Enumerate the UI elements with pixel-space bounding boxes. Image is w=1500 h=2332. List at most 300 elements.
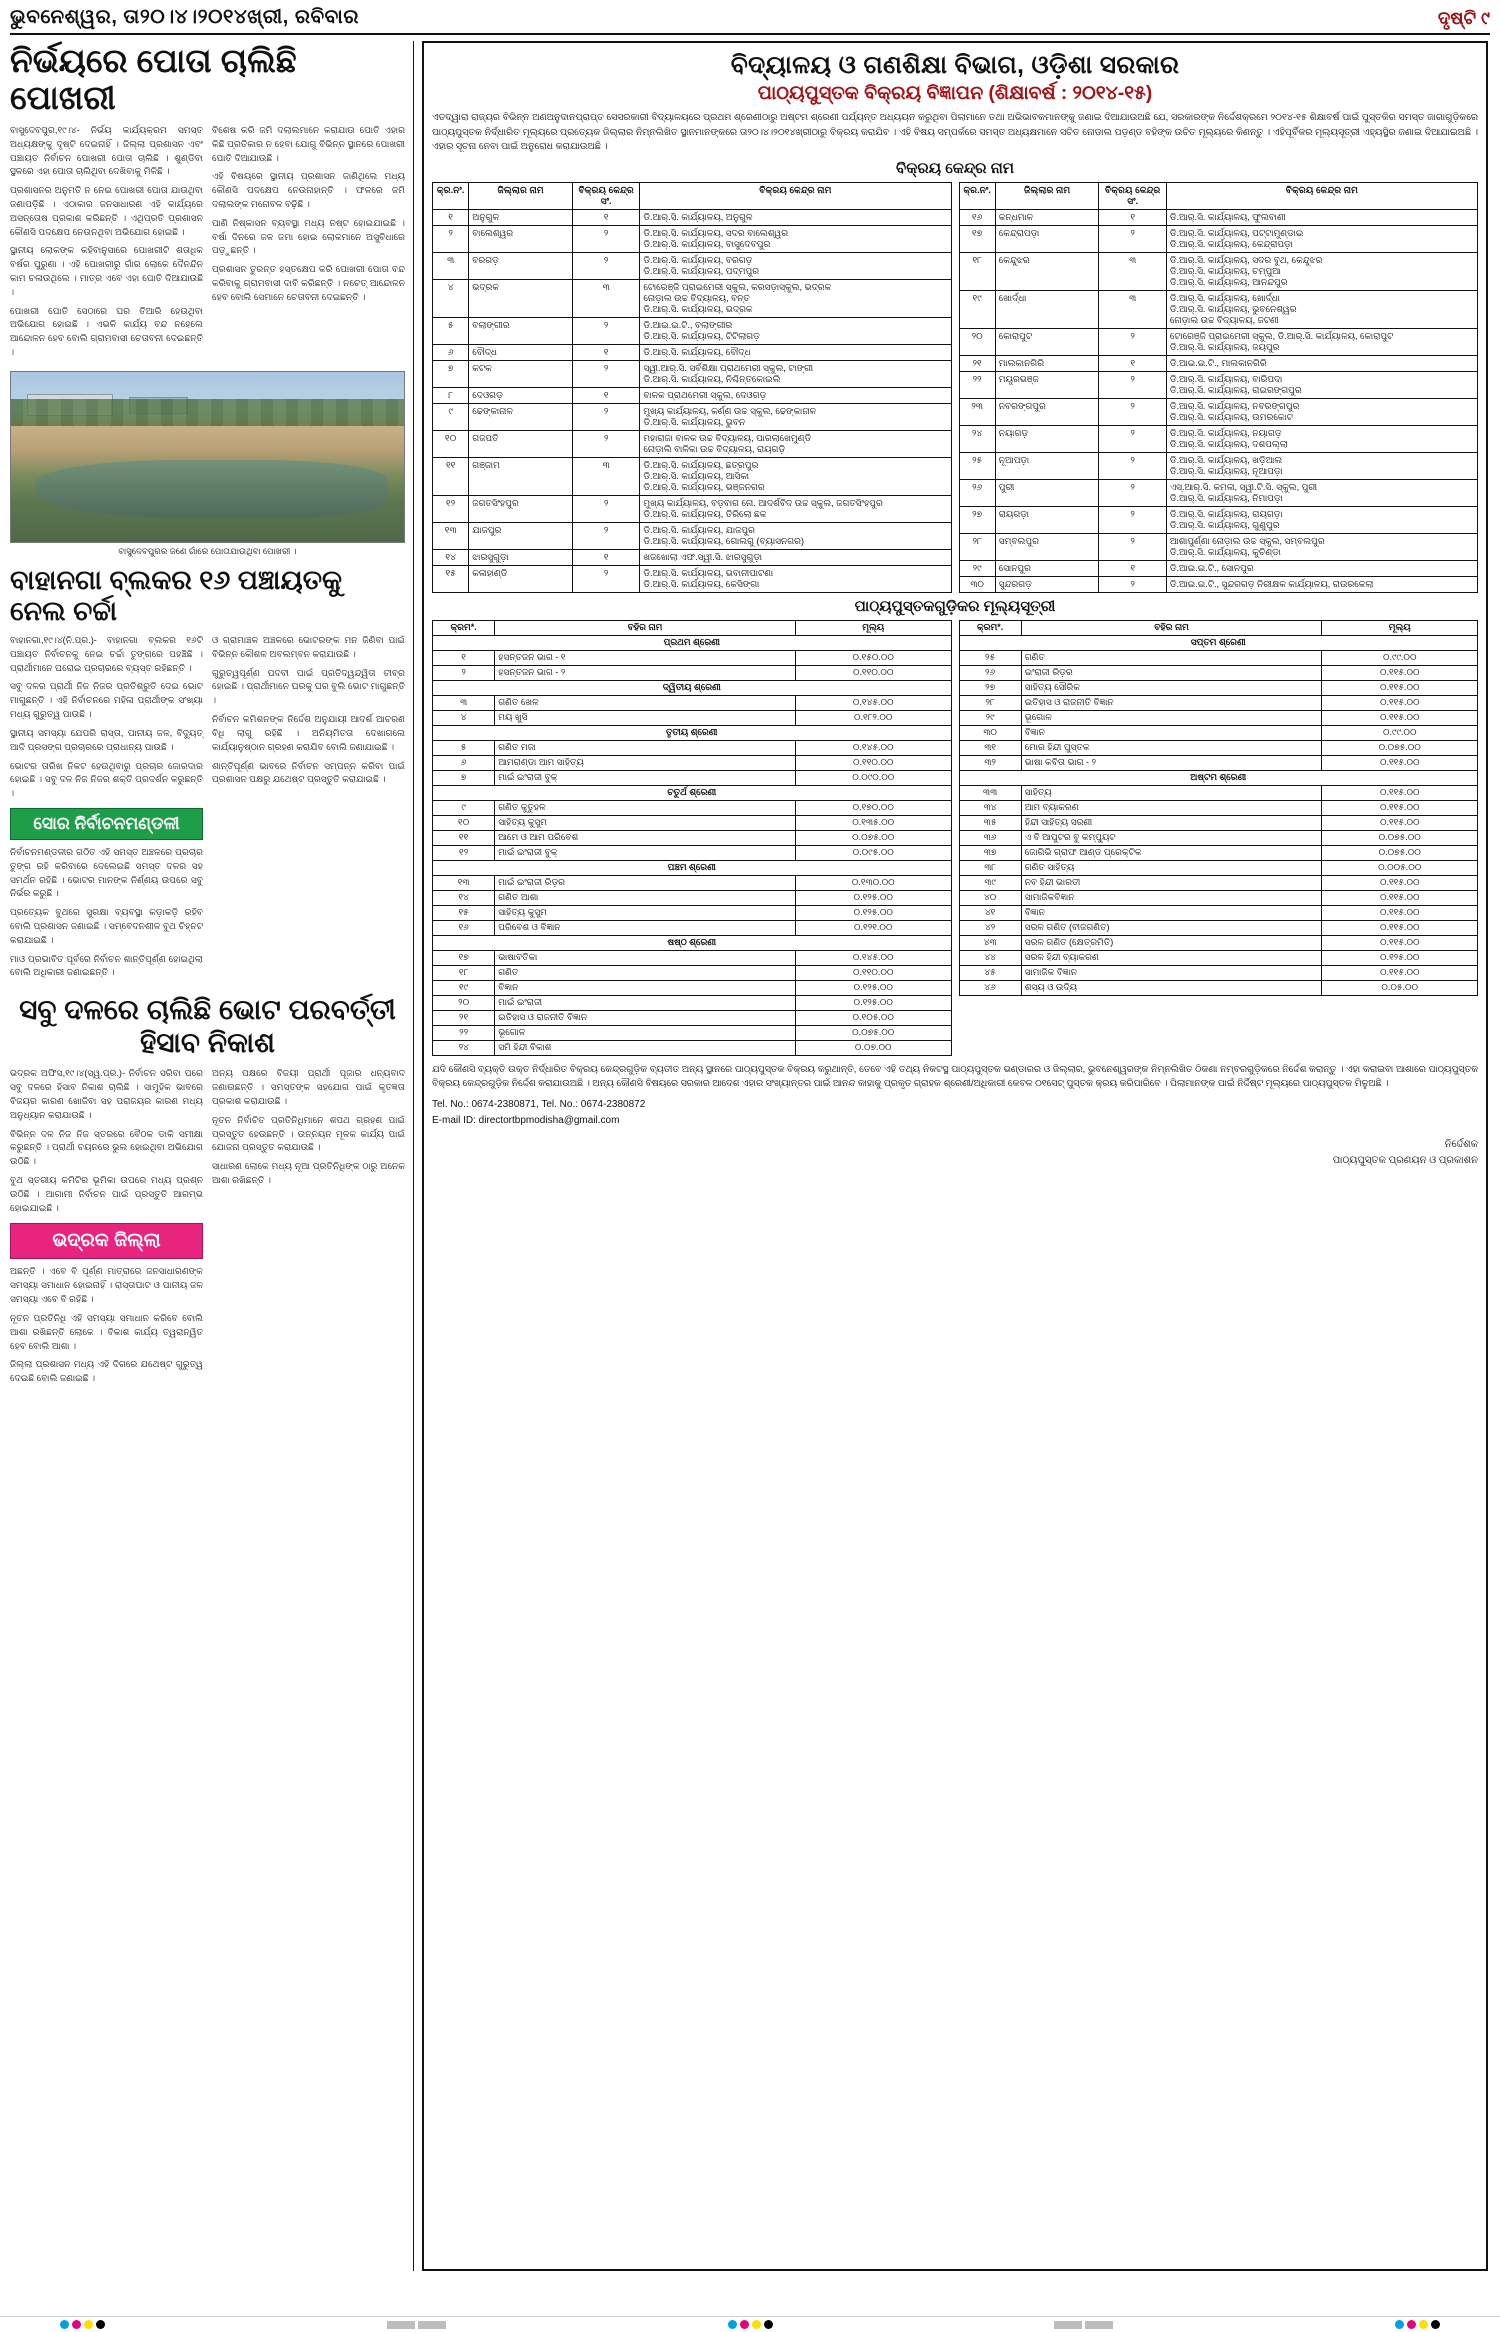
grade-heading-row bbox=[433, 725, 952, 740]
cell-sl: ୬ bbox=[433, 344, 469, 360]
cell-sl: ୧୫ bbox=[433, 905, 495, 920]
masthead-date: ଭୁବନେଶ୍ୱର, ତା୨୦।୪।୨୦୧୪ଖ୍ରୀ, ରବିବାର bbox=[10, 6, 360, 28]
cell-sl: ୨୨ bbox=[433, 1025, 495, 1040]
table-row bbox=[433, 549, 952, 565]
paragraph: ଜିଲ୍ଲା ପ୍ରଶାସନ ମଧ୍ୟ ଏହି ଦିଗରେ ଯଥେଷ୍ଟ ଗୁରୁତ୍ୱ ଦେଇଛି ବୋଲି ଜଣାଇଛି । bbox=[10, 1359, 203, 1384]
cell-sl: ୪୦ bbox=[959, 890, 1021, 905]
cell-book-name: ମାଇଁ ଇଂରାଜୀ bbox=[495, 995, 796, 1010]
registration-bar-grey bbox=[1085, 2321, 1113, 2329]
table-row bbox=[959, 785, 1478, 800]
cell-centre-name: ଡି.ଆର୍.ସି. କାର୍ଯ୍ୟାଳୟ, ଫୁଲବାଣୀ bbox=[1166, 209, 1477, 225]
paragraph: ପାଣି ନିଷ୍କାସନ ବ୍ୟବସ୍ଥା ମଧ୍ୟ ନଷ୍ଟ ହୋଇଯାଇଛି । ବର୍ଷା ଦିନରେ ଜଳ ଜମା ହୋଇ ଲୋକମାନେ ଅସୁବିଧାରେ ପଡ଼ୁଛନ୍ତି । bbox=[212, 217, 405, 256]
photo-treeline bbox=[11, 399, 404, 426]
cell-centre-name: ଡି.ଆର୍.ସି. କାର୍ଯ୍ୟାଳୟ, ବରଗଡ଼ ଡି.ଆର୍.ସି. କାର୍ଯ୍ୟାଳୟ, ପଦ୍ମପୁର bbox=[640, 252, 951, 279]
paragraph: ଶାନ୍ତିପୂର୍ଣ୍ଣ ଭାବରେ ନିର୍ବାଚନ ସମ୍ପନ୍ନ କରିବା ପାଇଁ ପ୍ରଶାସନ ପକ୍ଷରୁ ଯଥେଷ୍ଟ ପ୍ରସ୍ତୁତି କରାଯାଇଛି । bbox=[212, 760, 405, 785]
paragraph: ବିଶେଷ କରି ଜମି ଦଲାଲମାନେ କରାଯାଉ ପୋତି ଏହାର କିଛି ପ୍ରତିକାର ନ ହେବା ଯୋଗୁ ବିଭିନ୍ନ ସ୍ଥାନରେ ପୋଖରୀ ପୋତି ଦିଆଯାଉଛି । bbox=[212, 124, 405, 163]
cell-book-name: ଭୂଗୋଳ bbox=[1021, 710, 1322, 725]
cell-price: ୦.୧୧୫.୦୦ bbox=[1322, 905, 1478, 920]
col-header-centre-name: ବିକ୍ରୟ କେନ୍ଦ୍ର ନାମ bbox=[1166, 182, 1477, 209]
cell-centre-count: ୨ bbox=[1099, 506, 1166, 533]
table-row bbox=[433, 403, 952, 430]
cell-sl: ୧ bbox=[433, 650, 495, 665]
cell-price: ୦.୯୯.୦୦ bbox=[1322, 725, 1478, 740]
cell-price: ୦.୧୨୧.୦୦ bbox=[795, 920, 951, 935]
cell-district: କଟକ bbox=[469, 360, 573, 387]
cell-book-name: ଭାଷାବତିକା bbox=[495, 950, 796, 965]
table-row bbox=[959, 920, 1478, 935]
cell-centre-name: ଡି.ଆଇ.ଇ.ଟି., ମାଲକାନଗିରି bbox=[1166, 355, 1477, 371]
cell-centre-count: ୨ bbox=[572, 317, 639, 344]
masthead-page-number: ଦୃଷ୍ଟି ୯ bbox=[1437, 8, 1490, 28]
cell-book-name: ଇତିହାସ ଓ ରାଜନୀତି ବିଜ୍ଞାନ bbox=[1021, 695, 1322, 710]
cell-sl: ୨୮ bbox=[959, 533, 995, 560]
paragraph: ନିର୍ବାଚନ କମିଶନଙ୍କ ନିର୍ଦ୍ଦେଶ ଅନୁଯାୟୀ ଆଦର୍ଶ ଆଚରଣ ବିଧି ଲାଗୁ ରହିଛି । ଅନିୟମିତତା ଦେଖାଗଲେ କାର୍ଯ୍ୟାନୁଷ୍ଠାନ ଗ୍ରହଣ କରାଯିବ ବୋଲି ଜଣାଯାଇଛି । bbox=[212, 714, 405, 752]
table-row bbox=[433, 905, 952, 920]
cell-book-name: ସାମାଜିକବିଜ୍ଞାନ bbox=[1021, 890, 1322, 905]
col-header-district: ଜିଲ୍ଲାର ନାମ bbox=[469, 182, 573, 209]
contact-telephone: Tel. No.: 0674-2380871, Tel. No.: 0674-2380872 bbox=[432, 1098, 646, 1110]
cell-district: କେନ୍ଦୁଝର bbox=[995, 252, 1099, 290]
cell-sl: ୧୭ bbox=[433, 950, 495, 965]
cell-price: ୦.୧୧୫.୦୦ bbox=[1322, 695, 1478, 710]
table-header-row bbox=[433, 182, 952, 209]
cell-district: ଝାରସୁଗୁଡ଼ା bbox=[469, 549, 573, 565]
cell-centre-name: ଡି.ଆର୍.ସି. କାର୍ଯ୍ୟାଳୟ, ଭବାନୀପାଟଣା ଡି.ଆର୍.ସି. କାର୍ଯ୍ୟାଳୟ, କେସିଙ୍ଗା bbox=[640, 565, 951, 592]
cell-sl: ୧୬ bbox=[433, 920, 495, 935]
cell-centre-name: ଡି.ଆର୍.ସି. କାର୍ଯ୍ୟାଳୟ, ଅନୁଗୁଳ bbox=[640, 209, 951, 225]
cell-centre-count: ୩ bbox=[572, 457, 639, 495]
cell-centre-name: ଏସ୍.ଆର୍.ସି. କମଳା, ସ୍ୱୀ.ଟି.ସି. ସ୍କୁଲ, ପୁରୀ ଡି.ଆର୍.ସି. କାର୍ଯ୍ୟାଳୟ, ନିମାପଡ଼ା bbox=[1166, 479, 1477, 506]
table-row bbox=[433, 225, 952, 252]
ad-footer-note: ଯଦି କୌଣସି ବ୍ୟକ୍ତି ଉକ୍ତ ନିର୍ଦ୍ଧାରିତ ବିକ୍ରୟ କେନ୍ଦ୍ରଗୁଡ଼ିକ ବ୍ୟତୀତ ଅନ୍ୟ ସ୍ଥାନରେ ପାଠ୍ୟପୁସ୍ତକ ବିକ୍ରୟ କରୁଥାନ୍ତି, ତେବେ ଏହି ତଥ୍ୟ ନିକଟସ୍ଥ ପାଠ୍ୟପୁସ୍ତକ ଭଣ୍ଡାରର ଓ ଜିଲ୍ଲାର, ଭୁବନେଶ୍ୱରଙ୍କ ନିମ୍ନଲିଖିତ ଠିକଣା ନମ୍ବରଗୁଡ଼ିକରେ ନିର୍ଦ୍ଦେଶ କରାନ୍ତୁ । ଏହା କରାଇବା ଆଶାରେ ପାଠ୍ୟପୁସ୍ତକ ବିକ୍ରୟ କେନ୍ଦ୍ରଗୁଡ଼ିକ ନିର୍ଦ୍ଦେଶ କରାଯାଉଅଛି । ଅନ୍ୟ କୌଣସି ବିଷୟରେ ସରକାର ଆଦେଶ ଏହାର ସଂଖ୍ୟାନ୍ତର ପାଇଁ ଆନନ୍ଦ କାହାକୁ ପ୍ରକୃତ ଗ୍ରାହକ ଶ୍ରେଣୀ/ଅଧିକାରୀ କେବଳ ୦୧ସେଟ୍ ପୁସ୍ତକ କ୍ରୟ କରିପାରିବେ । ପିଲାମାନଙ୍କ ପାଇଁ ନିର୍ଦ୍ଦିଷ୍ଟ ମୂଲ୍ୟରେ ପାଠ୍ୟପୁସ୍ତକ ମିଳୁଅଛି । bbox=[432, 1063, 1478, 1089]
cell-centre-name: ଡି.ଆଇ.ଇ.ଟି., ସୁନ୍ଦରଗଡ଼ ନିରୀକ୍ଷକ କାର୍ଯ୍ୟାଳୟ, ରାଉରକେଲା bbox=[1166, 576, 1477, 592]
cell-price: ୦.୧୧୦.୦୦ bbox=[795, 965, 951, 980]
table-row bbox=[433, 800, 952, 815]
cell-district: କଳାହାଣ୍ଡି bbox=[469, 565, 573, 592]
cell-centre-count: ୩ bbox=[1099, 290, 1166, 328]
cell-price: ୦.୧୪୫.୦୦ bbox=[795, 740, 951, 755]
cell-sl: ୨୧ bbox=[959, 355, 995, 371]
table-row bbox=[959, 860, 1478, 875]
cell-sl: ୪୨ bbox=[959, 920, 1021, 935]
table-row bbox=[433, 495, 952, 522]
cell-district: କୋରାପୁଟ bbox=[995, 328, 1099, 355]
contact-email[interactable]: E-mail ID: directortbpmodisha@gmail.com bbox=[432, 1114, 620, 1126]
cell-price: ୦.୧୩୦.୦୦ bbox=[795, 875, 951, 890]
cell-sl: ୪୧ bbox=[959, 905, 1021, 920]
cell-centre-name: ଡି.ଆର୍.ସି. କାର୍ଯ୍ୟାଳୟ, ବୌଦ୍ଧ bbox=[640, 344, 951, 360]
cell-sl: ୧୫ bbox=[433, 565, 469, 592]
cell-book-name: ଇତିହାସ ଓ ରାଜନୀତି ବିଜ୍ଞାନ bbox=[495, 1010, 796, 1025]
story1-photo bbox=[10, 371, 405, 543]
cell-centre-count: ୨ bbox=[1099, 398, 1166, 425]
table-row bbox=[959, 755, 1478, 770]
cell-centre-count: ୧ bbox=[1099, 355, 1166, 371]
cell-sl: ୨୯ bbox=[959, 560, 995, 576]
cell-sl: ୪୪ bbox=[959, 950, 1021, 965]
cell-centre-count: ୩ bbox=[572, 279, 639, 317]
cell-price: ୦.୦୯୦.୦୦ bbox=[795, 770, 951, 785]
cell-centre-count: ୨ bbox=[572, 430, 639, 457]
cell-centre-count: ୧ bbox=[572, 387, 639, 403]
cell-price: ୦.୧୨୫.୦୦ bbox=[795, 905, 951, 920]
cell-book-name: ଗଣିତ ମଜା bbox=[495, 740, 796, 755]
cell-district: ନବରଙ୍ଗପୁର bbox=[995, 398, 1099, 425]
cell-centre-name: ଡି.ଆର୍.ସି. କାର୍ଯ୍ୟାଳୟ, ଯାଜପୁର ଡି.ଆର୍.ସି. କାର୍ଯ୍ୟାଳୟ, ଗୋଲଗୁ (ବ୍ୟାସନଗର) bbox=[640, 522, 951, 549]
cell-sl: ୩୩ bbox=[959, 785, 1021, 800]
grade-label: ସପ୍ତମ ଶ୍ରେଣୀ bbox=[959, 635, 1478, 650]
table-row bbox=[959, 905, 1478, 920]
table-row bbox=[959, 533, 1478, 560]
cell-price: ୦.୧୧୫.୦୦ bbox=[1322, 680, 1478, 695]
paragraph: ନୂତନ ପ୍ରତିନିଧି ଏହି ସମସ୍ୟା ସମାଧାନ କରିବେ ବୋଲି ଆଶା ରଖିଛନ୍ତି ଲୋକେ । ବିକାଶ କାର୍ଯ୍ୟ ତ୍ୱରାନ୍ୱିତ ହେବ ବୋଲି ଆଶା । bbox=[10, 1312, 203, 1351]
cell-centre-count: ୧ bbox=[572, 344, 639, 360]
cell-book-name: ହସନ୍ତଜନ ଭାଗ - ୧ bbox=[495, 650, 796, 665]
cell-sl: ୨୮ bbox=[959, 695, 1021, 710]
table-row bbox=[959, 560, 1478, 576]
cell-district: ବଲାଙ୍ଗୀର bbox=[469, 317, 573, 344]
cell-centre-name: ଡି.ଆର୍.ସି. କାର୍ଯ୍ୟାଳୟ, ସଦର ବାଲେଶ୍ୱର ଡି.ଆର୍.ସି. କାର୍ଯ୍ୟାଳୟ, ବାସୁଦେବପୁର bbox=[640, 225, 951, 252]
cell-centre-count: ୧ bbox=[572, 209, 639, 225]
table-header-row bbox=[959, 182, 1478, 209]
table-row bbox=[959, 479, 1478, 506]
table-row bbox=[433, 317, 952, 344]
table-row bbox=[433, 565, 952, 592]
registration-bar-grey bbox=[418, 2321, 446, 2329]
cell-centre-name: ଡି.ଆର୍.ସି. କାର୍ଯ୍ୟାଳୟ, ଛତ୍ରପୁର ଡି.ଆର୍.ସି. କାର୍ଯ୍ୟାଳୟ, ଆସିକା ଡି.ଆର୍.ସି. କାର୍ଯ୍ୟାଳୟ, ଭଞ୍ଜନଗର bbox=[640, 457, 951, 495]
sales-centre-heading: ବିକ୍ରୟ କେନ୍ଦ୍ର ନାମ bbox=[896, 159, 1014, 177]
cell-price: ୦.୯୯.୦୦ bbox=[1322, 650, 1478, 665]
cell-price: ୦.୦୭୫.୦୦ bbox=[795, 830, 951, 845]
cell-price: ୦.୧୨୫.୦୦ bbox=[795, 995, 951, 1010]
cell-price: ୦.୧୧୫.୦୦ bbox=[1322, 965, 1478, 980]
cell-price: ୦.୦୭୫.୦୦ bbox=[1322, 845, 1478, 860]
ad-signoff bbox=[432, 1137, 1478, 1169]
table-row bbox=[433, 665, 952, 680]
cell-sl: ୧୩ bbox=[433, 522, 469, 549]
signoff-title: ନିର୍ଦ୍ଦେଶକ bbox=[1444, 1138, 1478, 1150]
table-row bbox=[959, 695, 1478, 710]
col-header-sl: କ୍ର.ନଂ. bbox=[433, 182, 469, 209]
table-row bbox=[433, 650, 952, 665]
cell-district: ଜଗତସିଂହପୁର bbox=[469, 495, 573, 522]
table-row bbox=[959, 665, 1478, 680]
paragraph: ମାଓ ପ୍ରଭାବିତ ପୂର୍ବରେ ନିର୍ବାଚନ ଶାନ୍ତିପୂର୍ଣ୍ଣ ହୋଇଥିଲା ବୋଲି ଅଧିକାରୀ ଜଣାଇଛନ୍ତି । bbox=[10, 953, 203, 978]
cell-book-name: ସରଳ ଗଣିତ (କ୍ଷେତ୍ରମିତି) bbox=[1021, 935, 1322, 950]
left-column bbox=[10, 41, 405, 2271]
story1-headline: ନିର୍ଭୟରେ ପୋତା ଚାଲିଛି ପୋଖରୀ bbox=[10, 42, 297, 116]
table-row bbox=[433, 965, 952, 980]
cell-sl: ୫ bbox=[433, 740, 495, 755]
cell-price: ୦.୧୧୫.୦୦ bbox=[1322, 920, 1478, 935]
table-row bbox=[959, 965, 1478, 980]
cell-centre-name: ଆଶାପୁର୍ଣ୍ଣା ନୋଡ଼ାଲ ଉଚ୍ଚ ସ୍କୁଲ, ସମ୍ବଲପୁର ଡି.ଆର୍.ସି. କାର୍ଯ୍ୟାଳୟ, କୁଚିଣ୍ଡା bbox=[1166, 533, 1477, 560]
table-row bbox=[959, 935, 1478, 950]
table-row bbox=[433, 845, 952, 860]
cell-price: ୦.୧୧୫.୦୦ bbox=[1322, 815, 1478, 830]
cell-district: କେନ୍ଦ୍ରାପଡ଼ା bbox=[995, 225, 1099, 252]
cell-district: ଭଦ୍ରକ bbox=[469, 279, 573, 317]
sales-centre-table-left bbox=[432, 182, 952, 593]
cell-book-name: ମୟ ଖୁସି bbox=[495, 710, 796, 725]
table-row bbox=[959, 650, 1478, 665]
cell-book-name: ମାଇଁ ଇଂରାଜୀ ରିଡ଼ର bbox=[495, 875, 796, 890]
table-header-row bbox=[959, 620, 1478, 635]
advertisement-box bbox=[422, 41, 1488, 2271]
cell-price: ୦.୧୨୫.୦୦ bbox=[1322, 950, 1478, 965]
cell-book-name: ସମି ହିନ୍ଦୀ ବିକାଶ bbox=[495, 1040, 796, 1055]
cell-price: ୦.୧୪୫.୦୦ bbox=[795, 695, 951, 710]
table-row bbox=[959, 328, 1478, 355]
cell-sl: ୧୧ bbox=[433, 457, 469, 495]
col-header-price: ମୂଲ୍ୟ bbox=[1322, 620, 1478, 635]
section-banner-bhadrak: ଭଦ୍ରକ ଜିଲ୍ଲା bbox=[10, 1223, 203, 1259]
cell-sl: ୫ bbox=[433, 317, 469, 344]
price-right-body bbox=[959, 635, 1478, 995]
cell-book-name: ଗଣିତ bbox=[495, 965, 796, 980]
ad-department-title: ବିଦ୍ୟାଳୟ ଓ ଗଣଶିକ୍ଷା ବିଭାଗ, ଓଡ଼ିଶା ସରକାର bbox=[730, 51, 1180, 79]
col-header-book: ବହିର ନାମ bbox=[1021, 620, 1322, 635]
table-row bbox=[433, 830, 952, 845]
cell-centre-name: ଡି.ଆର୍.ସି. କାର୍ଯ୍ୟାଳୟ, ନବରଙ୍ଗପୁର ଡି.ଆର୍.ସି. କାର୍ଯ୍ୟାଳୟ, ଉମରକୋଟ bbox=[1166, 398, 1477, 425]
table-row bbox=[959, 452, 1478, 479]
story2-col1 bbox=[10, 634, 203, 985]
table-row bbox=[959, 425, 1478, 452]
cell-centre-name: ବାଳକ ପ୍ରାଥମେରୀ ସ୍କୁଲ, ଦେଓଗଡ଼ bbox=[640, 387, 951, 403]
cell-book-name: ଜୋଗିଭି ଗ୍ରାଫ ଆଣ୍ଡ ପ୍ରେକ୍ଟିକ bbox=[1021, 845, 1322, 860]
table-row bbox=[959, 815, 1478, 830]
cell-sl: ୩୫ bbox=[959, 815, 1021, 830]
table-row bbox=[959, 890, 1478, 905]
cell-district: କନ୍ଧମାଳ bbox=[995, 209, 1099, 225]
cell-price: ୦.୧୦୫.୦୦ bbox=[795, 1010, 951, 1025]
cell-price: ୦.୧୧୫.୦୦ bbox=[1322, 665, 1478, 680]
paragraph: ଭୋଟର ତାରିଖ ନିକଟ ହେଉଥିବାରୁ ପ୍ରଚାର ଜୋରଦାର ହୋଇଛି । ସବୁ ଦଳ ନିଜ ନିଜର ଶକ୍ତି ପ୍ରଦର୍ଶନ କରୁଛନ୍ତି । bbox=[10, 760, 203, 799]
cell-district: ଗଞ୍ଜାମ bbox=[469, 457, 573, 495]
col-header-price: ମୂଲ୍ୟ bbox=[795, 620, 951, 635]
cell-book-name: ଆମ ବ୍ୟାକରଣ bbox=[1021, 800, 1322, 815]
table-row bbox=[433, 279, 952, 317]
paragraph: ପ୍ରତ୍ୟେକ ବୁଥରେ ସୁରକ୍ଷା ବ୍ୟବସ୍ଥା କଡ଼ାକଡ଼ି ରହିବ ବୋଲି ପ୍ରଶାସନ ଜଣାଇଛି । ସମ୍ବେଦନଶୀଳ ବୁଥ ଚିହ୍ନଟ କରାଯାଇଛି । bbox=[10, 907, 203, 945]
cell-centre-count: ୨ bbox=[1099, 533, 1166, 560]
cell-sl: ୨୬ bbox=[959, 479, 995, 506]
table-row bbox=[959, 800, 1478, 815]
cell-sl: ୪୫ bbox=[959, 965, 1021, 980]
price-list-heading: ପାଠ୍ୟପୁସ୍ତକଗୁଡ଼ିକର ମୂଲ୍ୟସୂତ୍ରୀ bbox=[854, 597, 1056, 615]
price-tables bbox=[432, 620, 1478, 1056]
cell-centre-count: ୨ bbox=[1099, 452, 1166, 479]
page-body bbox=[10, 41, 1490, 2271]
cell-sl: ୧୦ bbox=[433, 815, 495, 830]
table-row bbox=[959, 680, 1478, 695]
paragraph: ଭଦ୍ରକ ଅଫିସ,୧୯।୪(ସ୍ୱ.ପ୍ର.)- ନିର୍ବାଚନ ସରିବା ପରେ ସବୁ ଦଳରେ ହିସାବ ନିକାଶ ଚାଲିଛି । ସାମୁହିକ ଭାବରେ ବିଜୟର କାରଣ ଖୋଜିବା ସହ ପରାଜୟର କାରଣ ମଧ୍ୟ ଅନୁଧ୍ୟାନ କରାଯାଉଛି । bbox=[10, 1068, 203, 1120]
paragraph: ପ୍ରଶାସନ ତୁରନ୍ତ ହସ୍ତକ୍ଷେପ କରି ପୋଖରୀ ପୋତା ବନ୍ଦ କରିବାକୁ ଗ୍ରାମବାସୀ ଦାବି କରିଛନ୍ତି । ନଚେତ୍ ଆନ୍ଦୋଳନ ହେବ ବୋଲି ସେମାନେ ଚେତାବନୀ ଦେଇଛନ୍ତି । bbox=[212, 264, 405, 302]
cell-price: ୦.୧୫୦.୦୦ bbox=[795, 650, 951, 665]
sales-centre-tables bbox=[432, 182, 1478, 593]
cell-sl: ୩୪ bbox=[959, 800, 1021, 815]
cell-sl: ୧୨ bbox=[433, 495, 469, 522]
registration-bar-grey bbox=[1054, 2321, 1082, 2329]
section-banner-sora: ସୋର ନିର୍ବାଚନମଣ୍ଡଳୀ bbox=[10, 808, 203, 840]
cell-book-name: ସାହିତ୍ୟ କୁସୁମ bbox=[495, 815, 796, 830]
photo-pond bbox=[35, 460, 389, 518]
cell-centre-name: ଡି.ଆର୍.ସି. କାର୍ଯ୍ୟାଳୟ, ଖଡ଼ିଆଲ ଡି.ଆର୍.ସି. କାର୍ଯ୍ୟାଳୟ, ନୂଆପଡ଼ା bbox=[1166, 452, 1477, 479]
cell-sl: ୧୭ bbox=[959, 225, 995, 252]
cell-book-name: ଆମେ ଓ ଆମ ପରିବେଶ bbox=[495, 830, 796, 845]
registration-dot bbox=[1431, 2320, 1440, 2329]
cell-district: ସୁନ୍ଦରଗଡ଼ bbox=[995, 576, 1099, 592]
advertisement-column bbox=[413, 41, 1488, 2271]
grade-label: ଷଷ୍ଠ ଶ୍ରେଣୀ bbox=[433, 935, 952, 950]
grade-label: ଅଷ୍ଟମ ଶ୍ରେଣୀ bbox=[959, 770, 1478, 785]
grade-label: ପ୍ରଥମ ଶ୍ରେଣୀ bbox=[433, 635, 952, 650]
cell-price: ୦.୧୭୦.୦୦ bbox=[795, 800, 951, 815]
table-row bbox=[433, 344, 952, 360]
cell-sl: ୪ bbox=[433, 279, 469, 317]
table-row bbox=[959, 355, 1478, 371]
paragraph: ଅଛନ୍ତି । ଏବେ ବି ପୂର୍ଣ୍ଣ ମାତ୍ରାରେ ଜନସାଧାରଣଙ୍କ ସମସ୍ୟା ସମାଧାନ ହୋଇନାହିଁ । ରାସ୍ତାଘାଟ ଓ ପାନୀୟ ଜଳ ସମସ୍ୟା ଏବେ ବି ରହିଛି । bbox=[10, 1266, 203, 1305]
story2-col2 bbox=[212, 634, 405, 985]
cell-book-name: ଭୂଗୋଳ bbox=[495, 1025, 796, 1040]
paragraph: ଅନ୍ୟ ପକ୍ଷରେ ବିଜୟୀ ପ୍ରାର୍ଥୀ ପୂଜାର ଧନ୍ୟବାଦ ଜଣାଉଛନ୍ତି । ସମସ୍ତଙ୍କ ସହଯୋଗ ପାଇଁ କୃତଜ୍ଞତା ପ୍ରକାଶ କରାଯାଉଛି । bbox=[212, 1068, 405, 1106]
cell-centre-name: ଡି.ଆର୍.ସି. କାର୍ଯ୍ୟାଳୟ, ସଦର ବୁଥ, କେନ୍ଦୁଝର ଡି.ଆର୍.ସି. କାର୍ଯ୍ୟାଳୟ, ଚମ୍ପୁଆ ଡି.ଆର୍.ସି. କାର୍ଯ୍ୟାଳୟ, ଆନନ୍ଦପୁର bbox=[1166, 252, 1477, 290]
cell-price: ୦.୦୭୫.୦୦ bbox=[795, 1025, 951, 1040]
grade-heading-row bbox=[433, 785, 952, 800]
registration-dot bbox=[96, 2320, 105, 2329]
cell-district: ସମ୍ବଲପୁର bbox=[995, 533, 1099, 560]
cell-centre-count: ୨ bbox=[572, 225, 639, 252]
cell-book-name: ହିନ୍ଦୀ ସାହିତ୍ୟ ସରଣୀ bbox=[1021, 815, 1322, 830]
grade-heading-row bbox=[959, 770, 1478, 785]
cell-centre-count: ୨ bbox=[572, 522, 639, 549]
cell-sl: ୨୪ bbox=[959, 425, 995, 452]
cell-sl: ୪୩ bbox=[959, 935, 1021, 950]
cell-sl: ୩ bbox=[433, 695, 495, 710]
cell-price: ୦.୦୭.୦୦ bbox=[795, 1040, 951, 1055]
cell-price: ୦.୧୧୦.୦୦ bbox=[795, 665, 951, 680]
story3-col1 bbox=[10, 1067, 203, 1391]
grade-heading-row bbox=[433, 680, 952, 695]
cell-centre-name: ଡି.ଆର୍.ସି. କାର୍ଯ୍ୟାଳୟ, ବାରିପଦା ଡି.ଆର୍.ସି. କାର୍ଯ୍ୟାଳୟ, ରାଇରଙ୍ଗପୁର bbox=[1166, 371, 1477, 398]
cell-centre-name: ଖଜଖୋଲା ଏଫ.ସ୍ୱୀ.ସି. ଝାରସୁଗୁଡ଼ା bbox=[640, 549, 951, 565]
cell-book-name: ବିଜ୍ଞାନ bbox=[1021, 905, 1322, 920]
cell-sl: ୩୬ bbox=[959, 830, 1021, 845]
table-row bbox=[433, 770, 952, 785]
cell-book-name: ବିଜ୍ଞାନ bbox=[1021, 725, 1322, 740]
cell-book-name: ଇଂରାଜୀ ରିଡ଼ର bbox=[1021, 665, 1322, 680]
table-row bbox=[959, 980, 1478, 995]
cell-sl: ୨୪ bbox=[433, 1040, 495, 1055]
cell-sl: ୯ bbox=[433, 403, 469, 430]
col-header-centre-name: ବିକ୍ରୟ କେନ୍ଦ୍ର ନାମ bbox=[640, 182, 951, 209]
cell-price: ୦.୧୨୫.୦୦ bbox=[795, 890, 951, 905]
table-row bbox=[433, 695, 952, 710]
cell-district: ଅନୁଗୁଳ bbox=[469, 209, 573, 225]
paragraph: ସବୁ ଦଳର ପ୍ରାର୍ଥୀ ନିଜ ନିଜର ପ୍ରତିଶ୍ରୁତି ଦେଇ ଭୋଟ ମାଗୁଛନ୍ତି । ଏହି ନିର୍ବାଚନରେ ମହିଳା ପ୍ରାର୍ଥୀଙ୍କ ସଂଖ୍ୟା ମଧ୍ୟ ଗୁରୁତ୍ୱ ପାଉଛି । bbox=[10, 681, 203, 720]
cell-price: ୦.୧୧୫.୦୦ bbox=[1322, 800, 1478, 815]
cell-sl: ୪ bbox=[433, 710, 495, 725]
table-row bbox=[433, 920, 952, 935]
paragraph: ସାଧାରଣ ଲୋକେ ମଧ୍ୟ ନୂଆ ପ୍ରତିନିଧିଙ୍କ ଠାରୁ ଅନେକ ଆଶା ରଖିଛନ୍ତି । bbox=[212, 1161, 405, 1185]
paragraph: ଗୁରୁତ୍ୱପୂର୍ଣ୍ଣ ପଦବୀ ପାଇଁ ପ୍ରତିଦ୍ୱନ୍ଦ୍ୱିତା ତୀବ୍ର ହୋଇଛି । ପ୍ରାର୍ଥୀମାନେ ଘରକୁ ଘର ବୁଲି ଭୋଟ ମାଗୁଛନ୍ତି । bbox=[212, 667, 405, 706]
registration-dot bbox=[60, 2320, 69, 2329]
story1-col1 bbox=[10, 124, 203, 365]
cell-sl: ୧୪ bbox=[433, 890, 495, 905]
cell-sl: ୧୧ bbox=[433, 830, 495, 845]
cell-centre-count: ୨ bbox=[1099, 479, 1166, 506]
grade-heading-row bbox=[959, 635, 1478, 650]
table-row bbox=[959, 398, 1478, 425]
story3-headline: ସବୁ ଦଳରେ ଚାଲିଛି ଭୋଟ ପରବର୍ତ୍ତୀ ହିସାବ ନିକାଶ bbox=[19, 994, 396, 1059]
cell-centre-name: ଡି.ଆଇ.ଇ.ଟି., ବଲାଙ୍ଗୀର ଡି.ଆର୍.ସି. କାର୍ଯ୍ୟାଳୟ, ଟିଟିଲାଗଡ଼ bbox=[640, 317, 951, 344]
cell-book-name: ଗଣିତ ସାହିତ୍ୟ bbox=[1021, 860, 1322, 875]
table-row bbox=[433, 815, 952, 830]
cell-sl: ୧୮ bbox=[959, 252, 995, 290]
cell-district: ବୌଦ୍ଧ bbox=[469, 344, 573, 360]
table-row bbox=[433, 755, 952, 770]
cell-book-name: ମାଇଁ ଇଂରାଜୀ ବୁକ୍ bbox=[495, 845, 796, 860]
grade-heading-row bbox=[433, 635, 952, 650]
cell-price: ୦.୦୯୫.୦୦ bbox=[795, 845, 951, 860]
cell-sl: ୩୦ bbox=[959, 576, 995, 592]
col-header-centre-count: ବିକ୍ରୟ କେନ୍ଦ୍ର ସଂ. bbox=[572, 182, 639, 209]
table-row bbox=[433, 1040, 952, 1055]
table-row bbox=[433, 457, 952, 495]
grade-label: ଦ୍ୱିତୀୟ ଶ୍ରେଣୀ bbox=[433, 680, 952, 695]
cell-district: ଦେଓଗଡ଼ bbox=[469, 387, 573, 403]
cell-centre-count: ୨ bbox=[1099, 425, 1166, 452]
paragraph: ସ୍ଥାନୀୟ ଲୋକଙ୍କ କହିବାନୁସାରେ ପୋଖରୀଟି ଶତାଧିକ ବର୍ଷର ପୁରୁଣା । ଏହି ପୋଖରୀରୁ ଗାଁର ଲୋକେ ଦୈନନ୍ଦିନ କାମ ଚଳାଉଥିଲେ । ମାତ୍ର ଏବେ ଏହା ପୋତି ଦିଆଯାଉଛି । bbox=[10, 245, 203, 297]
table-row bbox=[959, 371, 1478, 398]
cell-sl: ୭ bbox=[433, 770, 495, 785]
cell-sl: ୧୬ bbox=[959, 209, 995, 225]
cell-book-name: ଶସ୍ୟ ଓ ଉଦ୍ୟି bbox=[1021, 980, 1322, 995]
cell-sl: ୨୭ bbox=[959, 506, 995, 533]
registration-dot bbox=[740, 2320, 749, 2329]
cell-centre-name: ମୁଖ୍ୟ କାର୍ଯ୍ୟାଳୟ, ବଡ଼ବାଗ ନୋ. ଆଦର୍ଶବିଦ ଉଚ୍ଚ ସ୍କୁଲ, ଜଗତସିଂହପୁର ଡି.ଆର୍.ସି. କାର୍ଯ୍ୟାଳୟ, ତିରିଲୋ ଛକ bbox=[640, 495, 951, 522]
paragraph: ଏହି ବିଷୟରେ ସ୍ଥାନୀୟ ପ୍ରଶାସନ ଜାଣିଥିଲେ ମଧ୍ୟ କୌଣସି ପଦକ୍ଷେପ ନେଉନାହାନ୍ତି । ଫଳରେ ଜମି ଦଲାଲଙ୍କ ମନୋବଳ ବଢ଼ିଛି । bbox=[212, 171, 405, 209]
cell-price: ୦.୧୧୫.୦୦ bbox=[1322, 710, 1478, 725]
cell-sl: ୧୪ bbox=[433, 549, 469, 565]
cell-sl: ୧ bbox=[433, 209, 469, 225]
table-row bbox=[433, 980, 952, 995]
cell-sl: ୨୬ bbox=[959, 665, 1021, 680]
col-header-sl: କ୍ରମ*. bbox=[433, 620, 495, 635]
table-row bbox=[959, 576, 1478, 592]
cell-district: ମାଲକାନଗିରି bbox=[995, 355, 1099, 371]
registration-dot bbox=[1395, 2320, 1404, 2329]
cell-centre-count: ୧ bbox=[1099, 560, 1166, 576]
cell-sl: ୮ bbox=[433, 387, 469, 403]
cell-district: ବରଗଡ଼ bbox=[469, 252, 573, 279]
col-header-sl: କ୍ରମ*. bbox=[959, 620, 1021, 635]
cell-price: ୦.୧୩୫.୦୦ bbox=[795, 815, 951, 830]
print-registration-bar bbox=[0, 2316, 1500, 2332]
cell-sl: ୩୦ bbox=[959, 725, 1021, 740]
cell-centre-name: ସ୍ୱୀ.ଆର୍.ସି. ସର୍ବଶିକ୍ଷା ପ୍ରାଥମେରୀ ସ୍କୁଲ, ଟାଙ୍ଗୀ ଡି.ଆର୍.ସି. କାର୍ଯ୍ୟାଳୟ, ନିଶ୍ଚିନ୍ତକୋଇଲି bbox=[640, 360, 951, 387]
cell-price: ୦.୧୨୫.୦୦ bbox=[795, 980, 951, 995]
story2-headline: ବାହାନଗା ବ୍ଲକର ୧୬ ପଞ୍ଚାୟତକୁ ନେଲ ଚର୍ଚ୍ଚା bbox=[10, 564, 342, 626]
table-row bbox=[959, 290, 1478, 328]
table-row bbox=[959, 710, 1478, 725]
cell-sl: ୨୨ bbox=[959, 371, 995, 398]
ad-contact bbox=[432, 1097, 1478, 1129]
paragraph: ନୂତନ ନିର୍ବାଚିତ ପ୍ରତିନିଧିମାନେ ଶପଥ ଗ୍ରହଣ ପାଇଁ ପ୍ରସ୍ତୁତ ହେଉଛନ୍ତି । ଉନ୍ନୟନ ମୂଳକ କାର୍ଯ୍ୟ ପାଇଁ ଯୋଜନା ପ୍ରସ୍ତୁତ କରାଯାଉଛି । bbox=[212, 1114, 405, 1153]
cell-price: ୦.୧୪୫.୦୦ bbox=[795, 950, 951, 965]
col-header-sl: କ୍ର.ନଂ. bbox=[959, 182, 995, 209]
grade-heading-row bbox=[433, 935, 952, 950]
grade-label: ତୃତୀୟ ଶ୍ରେଣୀ bbox=[433, 725, 952, 740]
